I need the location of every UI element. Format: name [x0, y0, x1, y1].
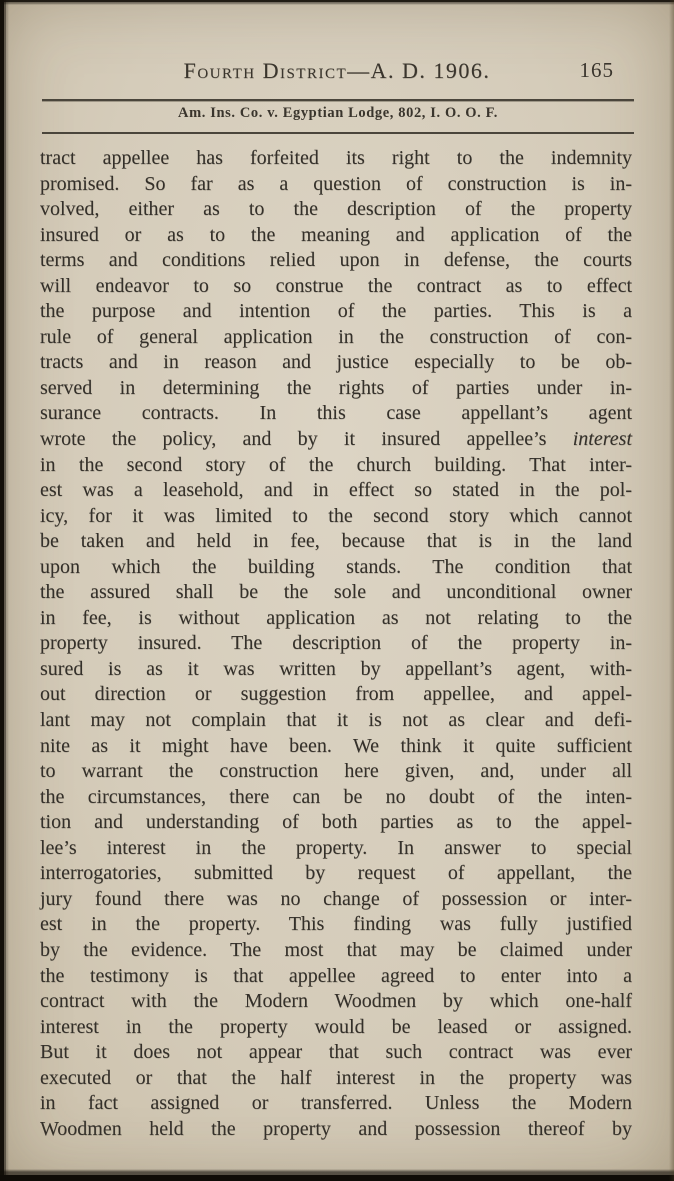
horizontal-rule-top [42, 99, 634, 101]
body-line: est was a leasehold, and in effect so stated in the pol- [40, 479, 632, 502]
body-line: property insured. The description of the property in- [40, 632, 632, 655]
body-line: tion and understanding of both parties as to the appel- [40, 811, 632, 834]
header-title: Fourth District—A. D. 1906. [183, 58, 491, 83]
body-line: contract with the Modern Woodmen by which one-half [40, 990, 632, 1013]
body-line: icy, for it was limited to the second story which cannot [40, 504, 632, 527]
body-line: to warrant the construction here given, and, under all [40, 760, 632, 783]
case-caption: Am. Ins. Co. v. Egyptian Lodge, 802, I. O. O. F. [178, 105, 498, 121]
body-line: the assured shall be the sole and unconditional owner [40, 581, 632, 604]
body-line: insured or as to the meaning and application of the [40, 223, 632, 246]
body-line: lee’s interest in the property. In answer to special [40, 836, 632, 859]
body-line: executed or that the half interest in the property was [40, 1066, 632, 1089]
horizontal-rule-bottom [42, 132, 634, 134]
body-line: nite as it might have been. We think it quite sufficient [40, 734, 632, 757]
body-line: will endeavor to so construe the contract as to effect [40, 274, 632, 297]
scan-edge-bottom [0, 1169, 674, 1181]
body-line: sured is as it was written by appellant’s agent, with- [40, 657, 632, 680]
body-line: be taken and held in fee, because that is in the land [40, 530, 632, 553]
body-line: But it does not appear that such contract was ever [40, 1041, 632, 1064]
body-line: the purpose and intention of the parties. This is a [40, 300, 632, 323]
italic-word: interest [572, 428, 632, 451]
body-line: rule of general application in the construction of con- [40, 325, 632, 348]
page-number: 165 [579, 58, 614, 82]
body-line: lant may not complain that it is not as clear and defi- [40, 709, 632, 732]
body-line: in fact assigned or transferred. Unless the Modern [40, 1092, 632, 1115]
body-line: interest in the property would be leased or assigned. [40, 1015, 632, 1038]
body-line: wrote the policy, and by it insured appellee’s interest [40, 428, 632, 451]
body-line: in the second story of the church building. That inter- [40, 453, 632, 476]
binding-shadow-left [0, 0, 9, 1181]
running-header [42, 58, 632, 90]
body-line: promised. So far as a question of construction is in- [40, 172, 632, 195]
body-line: est in the property. This finding was fully justified [40, 913, 632, 936]
body-line: by the evidence. The most that may be claimed under [40, 938, 632, 961]
body-line: the circumstances, there can be no doubt of the inten- [40, 785, 632, 808]
body-line: out direction or suggestion from appellee, and appel- [40, 683, 632, 706]
body-line: interrogatories, submitted by request of appellant, the [40, 862, 632, 885]
body-line: jury found there was no change of possession or inter- [40, 887, 632, 910]
body-line: in fee, is without application as not relating to the [40, 606, 632, 629]
body-text [40, 146, 632, 1142]
body-line: tracts and in reason and justice especially to be ob- [40, 351, 632, 374]
body-line: volved, either as to the description of the property [40, 198, 632, 221]
body-line: tract appellee has forfeited its right to the indemnity [40, 147, 632, 169]
body-line: upon which the building stands. The condition that [40, 555, 632, 578]
scan-edge-right [669, 0, 674, 1181]
body-line: terms and conditions relied upon in defense, the courts [40, 249, 632, 272]
body-line: served in determining the rights of parties under in- [40, 376, 632, 399]
body-line: surance contracts. In this case appellant’s agent [40, 402, 632, 425]
body-line: the testimony is that appellee agreed to enter into a [40, 964, 632, 987]
body-line: Woodmen held the property and possession thereof by [40, 1117, 632, 1140]
scan-edge-top [0, 0, 674, 5]
